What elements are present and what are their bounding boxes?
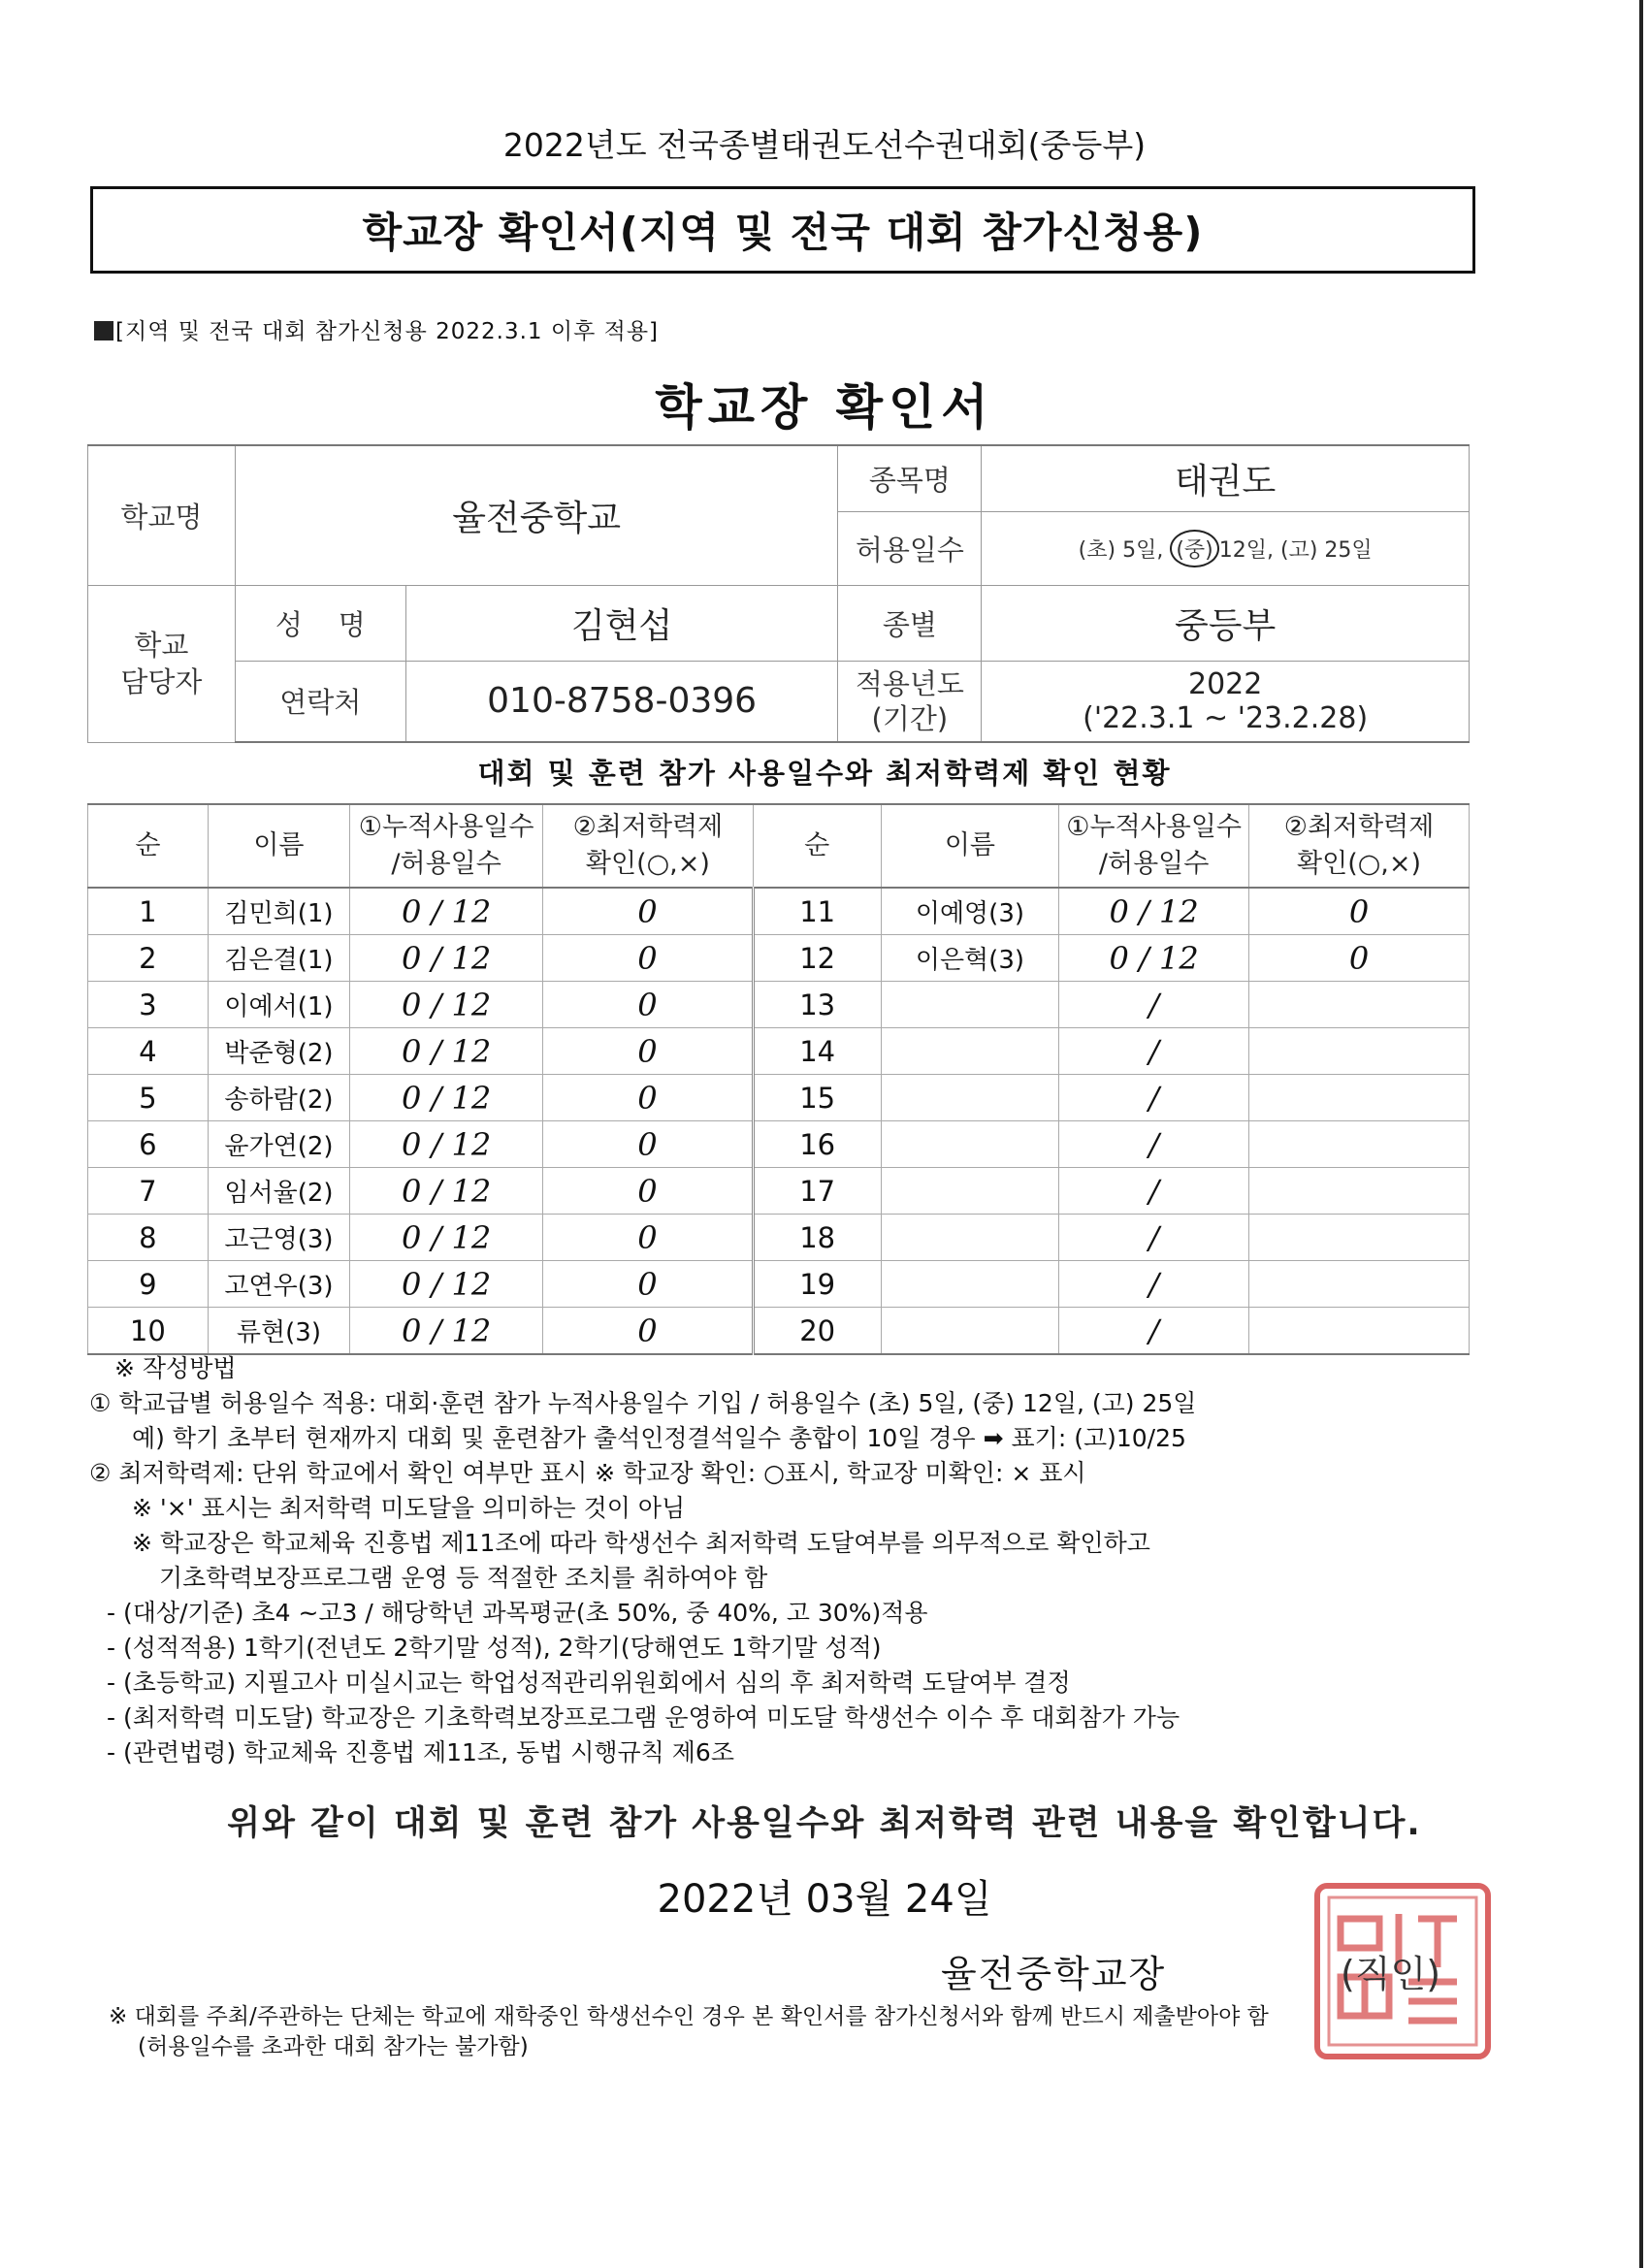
seal-label: (직인): [1341, 1953, 1441, 1995]
manager-name: 김현섭: [405, 585, 838, 661]
manager-label: 학교 담당자: [88, 585, 236, 742]
instructions-heading: ※ 작성방법: [114, 1354, 237, 1382]
student-name: 고근영(3): [208, 1215, 349, 1261]
days-used: 0 / 12: [350, 1261, 543, 1308]
square-bullet-icon: [94, 321, 113, 340]
confirmation-statement: 위와 같이 대회 및 훈련 참가 사용일수와 최저학력 관련 내용을 확인합니다.: [227, 1804, 1422, 1843]
row-number: 16: [753, 1121, 881, 1168]
sport-label: 종목명: [838, 445, 982, 511]
instruction-line: - (관련법령) 학교체육 진흥법 제11조, 동법 시행규칙 제6조: [107, 1738, 734, 1766]
col-days: ①누적사용일수 /허용일수: [350, 804, 543, 888]
allowed-middle-circled: (중): [1170, 530, 1218, 567]
contact-value: 010-8758-0396: [405, 661, 838, 742]
student-name: 윤가연(2): [208, 1121, 349, 1168]
student-name: 임서율(2): [208, 1168, 349, 1215]
row-number: 13: [753, 982, 881, 1028]
academic-check: [1249, 1075, 1470, 1121]
academic-check: 0: [543, 982, 754, 1028]
col-name: 이름: [208, 804, 349, 888]
academic-check: 0: [543, 1121, 754, 1168]
instruction-line: ※ 학교장은 학교체육 진흥법 제11조에 따라 학생선수 최저학력 도달여부를 의무적으로 확인하고: [132, 1529, 1150, 1557]
col-no: 순: [753, 804, 881, 888]
document-title: 학교장 확인서: [655, 379, 994, 436]
allowed-elementary: (초) 5일,: [1078, 537, 1164, 563]
section-title: 대회 및 훈련 참가 사용일수와 최저학력제 확인 현황: [477, 757, 1172, 790]
instruction-line: 기초학력보장프로그램 운영 등 적절한 조치를 취하여야 함: [159, 1564, 768, 1592]
days-used: 0 / 12: [350, 1075, 543, 1121]
instruction-line: - (성적적용) 1학기(전년도 2학기말 성적), 2학기(당해연도 1학기말 성적): [107, 1634, 882, 1662]
academic-check: [1249, 1308, 1470, 1355]
col-days: ①누적사용일수 /허용일수: [1059, 804, 1249, 888]
academic-check: 0: [543, 1261, 754, 1308]
instruction-line: - (대상/기준) 초4 ~고3 / 해당학년 과목평균(초 50%, 중 40%, 고 30%)적용: [107, 1599, 928, 1627]
academic-check: 0: [543, 1308, 754, 1355]
row-number: 18: [753, 1215, 881, 1261]
division-value: 중등부: [982, 585, 1470, 661]
student-name: 송하람(2): [208, 1075, 349, 1121]
row-number: 4: [88, 1028, 209, 1075]
row-number: 6: [88, 1121, 209, 1168]
row-number: 14: [753, 1028, 881, 1075]
academic-check: 0: [1249, 935, 1470, 982]
row-number: 5: [88, 1075, 209, 1121]
academic-check: 0: [543, 1215, 754, 1261]
form-title-box: [90, 186, 1475, 274]
student-name: 김민희(1): [208, 888, 349, 935]
footer-line: (허용일수를 초과한 대회 참가는 불가함): [138, 2034, 529, 2059]
row-number: 17: [753, 1168, 881, 1215]
applicability-note: [94, 313, 659, 345]
days-used: 0 / 12: [1059, 888, 1249, 935]
year-cell: [982, 661, 1470, 742]
student-name: 이예영(3): [881, 888, 1059, 935]
school-label: 학교명: [88, 445, 236, 585]
footer-note: [109, 2002, 1269, 2062]
days-used: /: [1059, 1215, 1249, 1261]
academic-check: [1249, 1215, 1470, 1261]
row-number: 8: [88, 1215, 209, 1261]
footer-line: ※ 대회를 주최/주관하는 단체는 학교에 재학중인 학생선수인 경우 본 확인서를 참가신청서와 함께 반드시 제출받아야 함: [109, 2004, 1269, 2029]
row-number: 3: [88, 982, 209, 1028]
days-used: 0 / 12: [350, 1168, 543, 1215]
days-used: 0 / 12: [350, 982, 543, 1028]
student-name: [881, 982, 1059, 1028]
days-used: /: [1059, 982, 1249, 1028]
participants-body: [88, 888, 1470, 1354]
days-used: 0 / 12: [350, 1121, 543, 1168]
row-number: 1: [88, 888, 209, 935]
academic-check: 0: [1249, 888, 1470, 935]
name-label: 성 명: [235, 585, 405, 661]
table-row: [88, 982, 1470, 1028]
row-number: 15: [753, 1075, 881, 1121]
instruction-line: ① 학교급별 허용일수 적용: 대회·훈련 참가 누적사용일수 기입 / 허용일수 (초) 5일, (중) 12일, (고) 25일: [89, 1389, 1197, 1417]
student-name: 김은결(1): [208, 935, 349, 982]
applicability-note-text: [지역 및 전국 대회 참가신청용 2022.3.1 이후 적용]: [115, 319, 660, 344]
participants-table: [87, 803, 1470, 1355]
issue-date: 2022년 03월 24일: [657, 1877, 992, 1922]
academic-check: [1249, 1121, 1470, 1168]
instruction-line: - (초등학교) 지필고사 미실시교는 학업성적관리위원회에서 심의 후 최저학력 도달여부 결정: [107, 1669, 1071, 1697]
academic-check: [1249, 982, 1470, 1028]
student-name: [881, 1215, 1059, 1261]
table-row: [88, 1261, 1470, 1308]
student-name: [881, 1075, 1059, 1121]
event-title: 2022년도 전국종별태권도선수권대회(중등부): [502, 126, 1147, 164]
days-used: 0 / 12: [350, 1028, 543, 1075]
days-used: /: [1059, 1028, 1249, 1075]
academic-check: [1249, 1168, 1470, 1215]
sport-value: 태권도: [982, 445, 1470, 511]
student-name: [881, 1308, 1059, 1355]
days-used: 0 / 12: [350, 935, 543, 982]
table-row: [88, 888, 1470, 935]
instructions: [89, 1351, 1486, 1770]
days-used: 0 / 12: [350, 1215, 543, 1261]
period-value: ('22.3.1 ~ '23.2.28): [1083, 700, 1369, 735]
table-row: [88, 1028, 1470, 1075]
table-row: [88, 1215, 1470, 1261]
school-info-table: [87, 444, 1470, 743]
student-name: [881, 1261, 1059, 1308]
days-used: 0 / 12: [1059, 935, 1249, 982]
year-label: 적용년도 (기간): [838, 661, 982, 742]
row-number: 19: [753, 1261, 881, 1308]
student-name: [881, 1168, 1059, 1215]
student-name: 이예서(1): [208, 982, 349, 1028]
principal-signature: 율전중학교장: [941, 1953, 1167, 1995]
academic-check: 0: [543, 888, 754, 935]
days-used: 0 / 12: [350, 1308, 543, 1355]
instruction-line: - (최저학력 미도달) 학교장은 기초학력보장프로그램 운영하여 미도달 학생선수 이수 후 대회참가 가능: [107, 1703, 1180, 1732]
student-name: [881, 1121, 1059, 1168]
year-value: 2022: [1187, 666, 1263, 701]
student-name: [881, 1028, 1059, 1075]
scan-edge: [1639, 0, 1643, 2268]
school-value: 율전중학교: [235, 445, 838, 585]
table-row: [88, 1308, 1470, 1355]
academic-check: 0: [543, 935, 754, 982]
col-academic: ②최저학력제 확인(○,×): [1249, 804, 1470, 888]
academic-check: 0: [543, 1168, 754, 1215]
row-number: 12: [753, 935, 881, 982]
contact-label: 연락처: [235, 661, 405, 742]
academic-check: 0: [543, 1075, 754, 1121]
instruction-line: ※ '×' 표시는 최저학력 미도달을 의미하는 것이 아님: [132, 1494, 686, 1522]
student-name: 류현(3): [208, 1308, 349, 1355]
allowed-rest: 12일, (고) 25일: [1218, 537, 1373, 563]
academic-check: [1249, 1028, 1470, 1075]
form-title: 학교장 확인서(지역 및 전국 대회 참가신청용): [362, 209, 1204, 256]
table-row: [88, 1168, 1470, 1215]
table-row: [88, 1121, 1470, 1168]
instruction-line: 예) 학기 초부터 현재까지 대회 및 훈련참가 출석인정결석일수 총합이 10일 경우 ➡ 표기: (고)10/25: [132, 1424, 1186, 1452]
student-name: 고연우(3): [208, 1261, 349, 1308]
instruction-line: ② 최저학력제: 단위 학교에서 확인 여부만 표시 ※ 학교장 확인: ○표시, 학교장 미확인: × 표시: [89, 1459, 1086, 1487]
row-number: 9: [88, 1261, 209, 1308]
row-number: 7: [88, 1168, 209, 1215]
row-number: 10: [88, 1308, 209, 1355]
days-used: 0 / 12: [350, 888, 543, 935]
row-number: 2: [88, 935, 209, 982]
academic-check: [1249, 1261, 1470, 1308]
allowed-days-value: [982, 511, 1470, 585]
col-name: 이름: [881, 804, 1059, 888]
col-no: 순: [88, 804, 209, 888]
table-row: [88, 935, 1470, 982]
student-name: 박준형(2): [208, 1028, 349, 1075]
allowed-days-label: 허용일수: [838, 511, 982, 585]
days-used: /: [1059, 1075, 1249, 1121]
row-number: 11: [753, 888, 881, 935]
division-label: 종별: [838, 585, 982, 661]
days-used: /: [1059, 1261, 1249, 1308]
student-name: 이은혁(3): [881, 935, 1059, 982]
col-academic: ②최저학력제 확인(○,×): [543, 804, 754, 888]
row-number: 20: [753, 1308, 881, 1355]
days-used: /: [1059, 1168, 1249, 1215]
academic-check: 0: [543, 1028, 754, 1075]
table-row: [88, 1075, 1470, 1121]
days-used: /: [1059, 1121, 1249, 1168]
days-used: /: [1059, 1308, 1249, 1355]
